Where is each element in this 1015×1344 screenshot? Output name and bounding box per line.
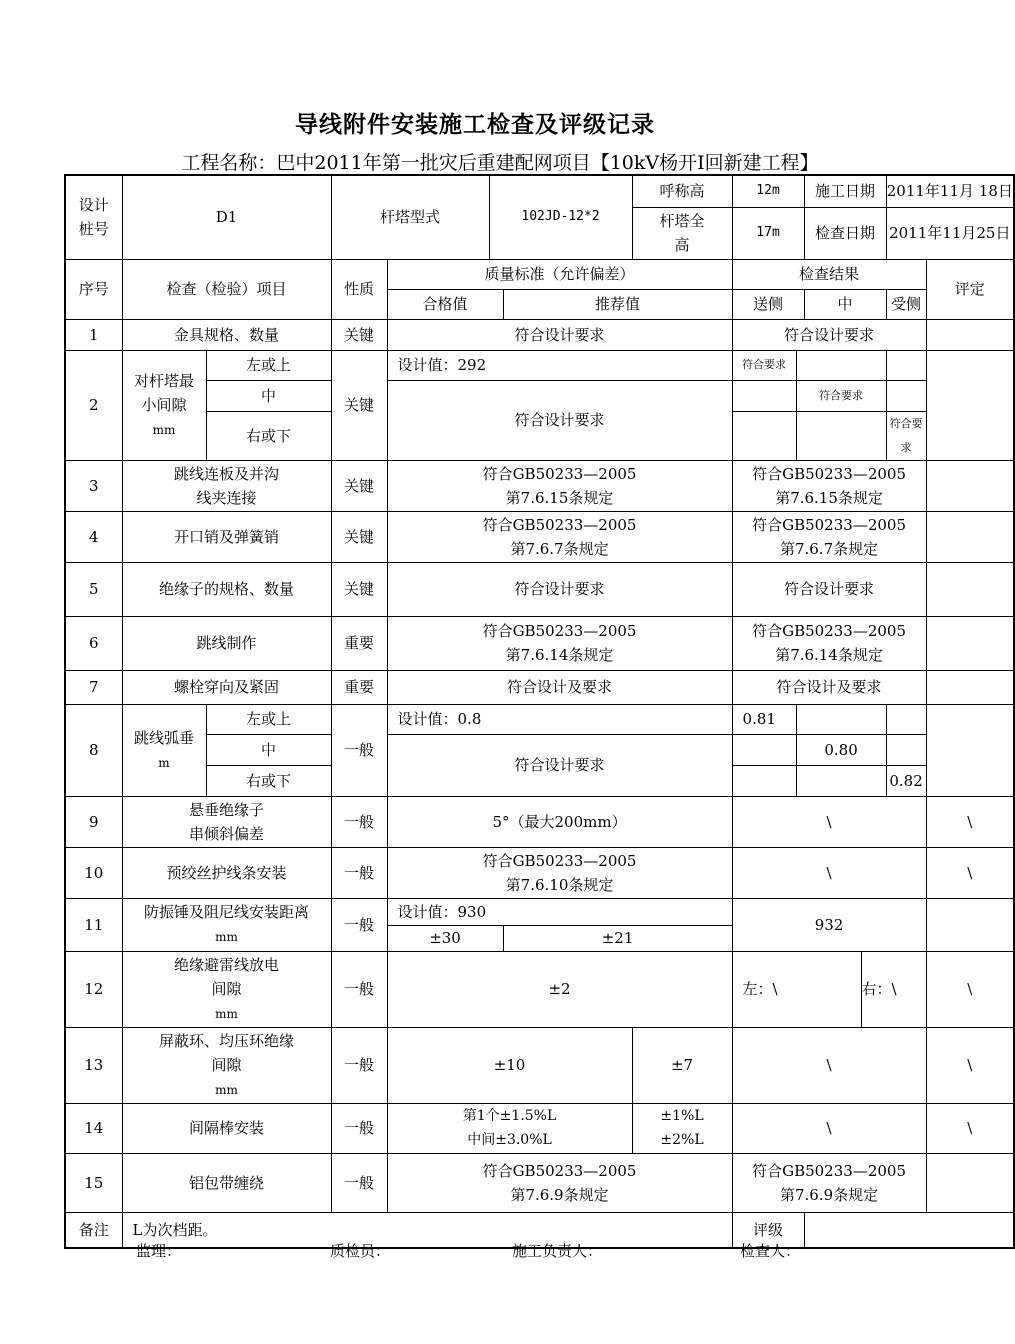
col-rating: 评定 bbox=[926, 259, 1014, 319]
row-no: 7 bbox=[65, 670, 122, 704]
row-standard: 符合设计要求 bbox=[387, 734, 732, 796]
row-item: 防振锤及阻尼线安装距离 mm bbox=[122, 898, 331, 951]
row-nature: 关键 bbox=[331, 319, 387, 350]
document-title: 导线附件安装施工检查及评级记录 bbox=[295, 111, 655, 138]
col-receive-side: 受侧 bbox=[886, 289, 926, 319]
table-row bbox=[65, 1153, 1014, 1212]
row-qualified: ±30 bbox=[387, 925, 503, 951]
row-rating bbox=[926, 350, 1014, 460]
row-nature: 关键 bbox=[331, 562, 387, 616]
row-no: 4 bbox=[65, 511, 122, 562]
remark-text: L为次档距。 bbox=[122, 1212, 732, 1248]
row-rating bbox=[926, 704, 1014, 796]
inspection-date-value: 2011年11月25日 bbox=[886, 207, 1014, 259]
row-nature: 一般 bbox=[331, 796, 387, 847]
table-row bbox=[65, 847, 1014, 898]
row-no: 11 bbox=[65, 898, 122, 951]
row-rating bbox=[926, 460, 1014, 511]
row-item: 悬垂绝缘子 串倾斜偏差 bbox=[122, 796, 331, 847]
nominal-height-value: 12m bbox=[732, 175, 804, 207]
row-standard: 符合设计要求 bbox=[387, 562, 732, 616]
design-pile-value: D1 bbox=[122, 175, 331, 259]
row-result: 符合设计及要求 bbox=[732, 670, 926, 704]
col-nature: 性质 bbox=[331, 259, 387, 319]
table-row bbox=[65, 796, 1014, 847]
row-qualified: ±10 bbox=[387, 1027, 632, 1103]
row-item: 跳线弧垂 m bbox=[122, 704, 206, 796]
row-no: 2 bbox=[65, 350, 122, 460]
result-middle: 0.80 bbox=[796, 734, 886, 765]
col-recommended: 推荐值 bbox=[503, 289, 732, 319]
row-subitem: 左或上 bbox=[206, 704, 331, 734]
row-subitem: 右或下 bbox=[206, 411, 331, 460]
row-subitem: 左或上 bbox=[206, 350, 331, 380]
construction-lead-label: 施工负责人： bbox=[512, 1242, 603, 1260]
construction-date-value: 2011年11月 18日 bbox=[886, 175, 1014, 207]
row-item: 间隔棒安装 bbox=[122, 1103, 331, 1153]
row-no: 8 bbox=[65, 704, 122, 796]
grade-label: 评级 bbox=[732, 1212, 804, 1248]
col-standard: 质量标准（允许偏差） bbox=[387, 259, 732, 289]
row-standard: 符合设计及要求 bbox=[387, 670, 732, 704]
row-rating bbox=[926, 670, 1014, 704]
row-qualified: 第1个±1.5%L 中间±3.0%L bbox=[387, 1103, 632, 1153]
supervisor-label: 监理： bbox=[136, 1242, 182, 1260]
row-result: 符合设计要求 bbox=[732, 562, 926, 616]
result-receive: 符合要求 bbox=[886, 411, 926, 460]
row-item: 螺栓穿向及紧固 bbox=[122, 670, 331, 704]
table-row bbox=[65, 898, 1014, 925]
col-middle: 中 bbox=[804, 289, 886, 319]
row-no: 6 bbox=[65, 616, 122, 670]
row-no: 15 bbox=[65, 1153, 122, 1212]
table-row bbox=[65, 616, 1014, 670]
result-send: 符合要求 bbox=[732, 350, 796, 380]
row-standard: 5°（最大200mm） bbox=[387, 796, 732, 847]
row-result: 932 bbox=[732, 898, 926, 951]
row-recommended: ±1%L ±2%L bbox=[632, 1103, 732, 1153]
row-rating bbox=[926, 1153, 1014, 1212]
grade-value bbox=[804, 1212, 1014, 1248]
col-no: 序号 bbox=[65, 259, 122, 319]
col-item: 检查（检验）项目 bbox=[122, 259, 331, 319]
col-qualified: 合格值 bbox=[387, 289, 503, 319]
row-result: 符合设计要求 bbox=[732, 319, 926, 350]
col-result: 检查结果 bbox=[732, 259, 926, 289]
row-item: 对杆塔最 小间隙 mm bbox=[122, 350, 206, 460]
row-standard: 符合设计要求 bbox=[387, 380, 732, 460]
row-recommended: ±21 bbox=[503, 925, 732, 951]
tower-type-label: 杆塔型式 bbox=[331, 175, 489, 259]
quality-inspector-label: 质检员： bbox=[330, 1242, 391, 1260]
tower-height-label: 杆塔全 高 bbox=[632, 207, 732, 259]
row-result: 符合GB50233—2005 第7.6.7条规定 bbox=[732, 511, 926, 562]
row-no: 9 bbox=[65, 796, 122, 847]
table-row bbox=[65, 1103, 1014, 1153]
row-design-value: 设计值：0.8 bbox=[387, 704, 732, 734]
table-row bbox=[65, 1027, 1014, 1103]
row-rating bbox=[926, 616, 1014, 670]
row-item: 绝缘子的规格、数量 bbox=[122, 562, 331, 616]
row-no: 1 bbox=[65, 319, 122, 350]
row-item: 预绞丝护线条安装 bbox=[122, 847, 331, 898]
result-right: 右：\ bbox=[861, 951, 926, 1027]
row-item: 绝缘避雷线放电 间隙 mm bbox=[122, 951, 331, 1027]
row-nature: 一般 bbox=[331, 1103, 387, 1153]
row-nature: 一般 bbox=[331, 1153, 387, 1212]
row-rating: \ bbox=[926, 951, 1014, 1027]
row-rating bbox=[926, 898, 1014, 951]
inspector-label: 检查人： bbox=[740, 1242, 801, 1260]
tower-height-value: 17m bbox=[732, 207, 804, 259]
construction-date-label: 施工日期 bbox=[804, 175, 886, 207]
row-subitem: 右或下 bbox=[206, 765, 331, 796]
row-result: 符合GB50233—2005 第7.6.14条规定 bbox=[732, 616, 926, 670]
row-design-value: 设计值：292 bbox=[387, 350, 732, 380]
row-no: 14 bbox=[65, 1103, 122, 1153]
table-row bbox=[65, 670, 1014, 704]
result-send: 0.81 bbox=[732, 704, 796, 734]
row-nature: 一般 bbox=[331, 847, 387, 898]
row-no: 13 bbox=[65, 1027, 122, 1103]
row-no: 12 bbox=[65, 951, 122, 1027]
row-nature: 关键 bbox=[331, 350, 387, 460]
row-result: 符合GB50233—2005 第7.6.9条规定 bbox=[732, 1153, 926, 1212]
remark-label: 备注 bbox=[65, 1212, 122, 1248]
row-nature: 重要 bbox=[331, 616, 387, 670]
row-design-value: 设计值：930 bbox=[387, 898, 732, 925]
row-rating bbox=[926, 562, 1014, 616]
row-result: \ bbox=[732, 1027, 926, 1103]
row-item: 跳线连板及并沟 线夹连接 bbox=[122, 460, 331, 511]
row-nature: 关键 bbox=[331, 511, 387, 562]
col-send-side: 送侧 bbox=[732, 289, 804, 319]
row-standard: 符合GB50233—2005 第7.6.10条规定 bbox=[387, 847, 732, 898]
row-result: 符合GB50233—2005 第7.6.15条规定 bbox=[732, 460, 926, 511]
result-receive: 0.82 bbox=[886, 765, 926, 796]
table-row bbox=[65, 704, 1014, 734]
nominal-height-label: 呼称高 bbox=[632, 175, 732, 207]
table-row bbox=[65, 511, 1014, 562]
row-result: \ bbox=[732, 796, 926, 847]
inspection-date-label: 检查日期 bbox=[804, 207, 886, 259]
row-nature: 一般 bbox=[331, 951, 387, 1027]
row-rating: \ bbox=[926, 1027, 1014, 1103]
row-standard: 符合GB50233—2005 第7.6.7条规定 bbox=[387, 511, 732, 562]
row-standard: ±2 bbox=[387, 951, 732, 1027]
row-nature: 一般 bbox=[331, 704, 387, 796]
row-rating: \ bbox=[926, 1103, 1014, 1153]
row-no: 3 bbox=[65, 460, 122, 511]
row-recommended: ±7 bbox=[632, 1027, 732, 1103]
project-name: 工程名称：巴中2011年第一批灾后重建配网项目【10kV杨开Ⅰ回新建工程】 bbox=[181, 152, 819, 174]
table-row bbox=[65, 319, 1014, 350]
row-item: 铝包带缠绕 bbox=[122, 1153, 331, 1212]
row-nature: 重要 bbox=[331, 670, 387, 704]
row-rating: \ bbox=[926, 796, 1014, 847]
row-item: 屏蔽环、均压环绝缘 间隙 mm bbox=[122, 1027, 331, 1103]
row-item: 金具规格、数量 bbox=[122, 319, 331, 350]
row-result: \ bbox=[732, 847, 926, 898]
table-row bbox=[65, 951, 1014, 1027]
row-standard: 符合GB50233—2005 第7.6.9条规定 bbox=[387, 1153, 732, 1212]
row-no: 5 bbox=[65, 562, 122, 616]
row-item: 开口销及弹簧销 bbox=[122, 511, 331, 562]
row-nature: 一般 bbox=[331, 898, 387, 951]
table-row bbox=[65, 460, 1014, 511]
row-rating: \ bbox=[926, 847, 1014, 898]
row-nature: 一般 bbox=[331, 1027, 387, 1103]
row-subitem: 中 bbox=[206, 734, 331, 765]
tower-type-value: 102JD-12*2 bbox=[489, 175, 632, 259]
row-result: \ bbox=[732, 1103, 926, 1153]
row-standard: 符合设计要求 bbox=[387, 319, 732, 350]
row-nature: 关键 bbox=[331, 460, 387, 511]
inspection-record-table bbox=[64, 174, 1015, 1249]
row-rating bbox=[926, 319, 1014, 350]
row-rating bbox=[926, 511, 1014, 562]
row-no: 10 bbox=[65, 847, 122, 898]
result-left: 左：\ bbox=[732, 951, 861, 1027]
row-standard: 符合GB50233—2005 第7.6.15条规定 bbox=[387, 460, 732, 511]
design-pile-label: 设计 桩号 bbox=[65, 175, 122, 259]
table-row bbox=[65, 562, 1014, 616]
row-standard: 符合GB50233—2005 第7.6.14条规定 bbox=[387, 616, 732, 670]
result-middle: 符合要求 bbox=[796, 380, 886, 411]
row-item: 跳线制作 bbox=[122, 616, 331, 670]
table-row bbox=[65, 350, 1014, 380]
row-subitem: 中 bbox=[206, 380, 331, 411]
